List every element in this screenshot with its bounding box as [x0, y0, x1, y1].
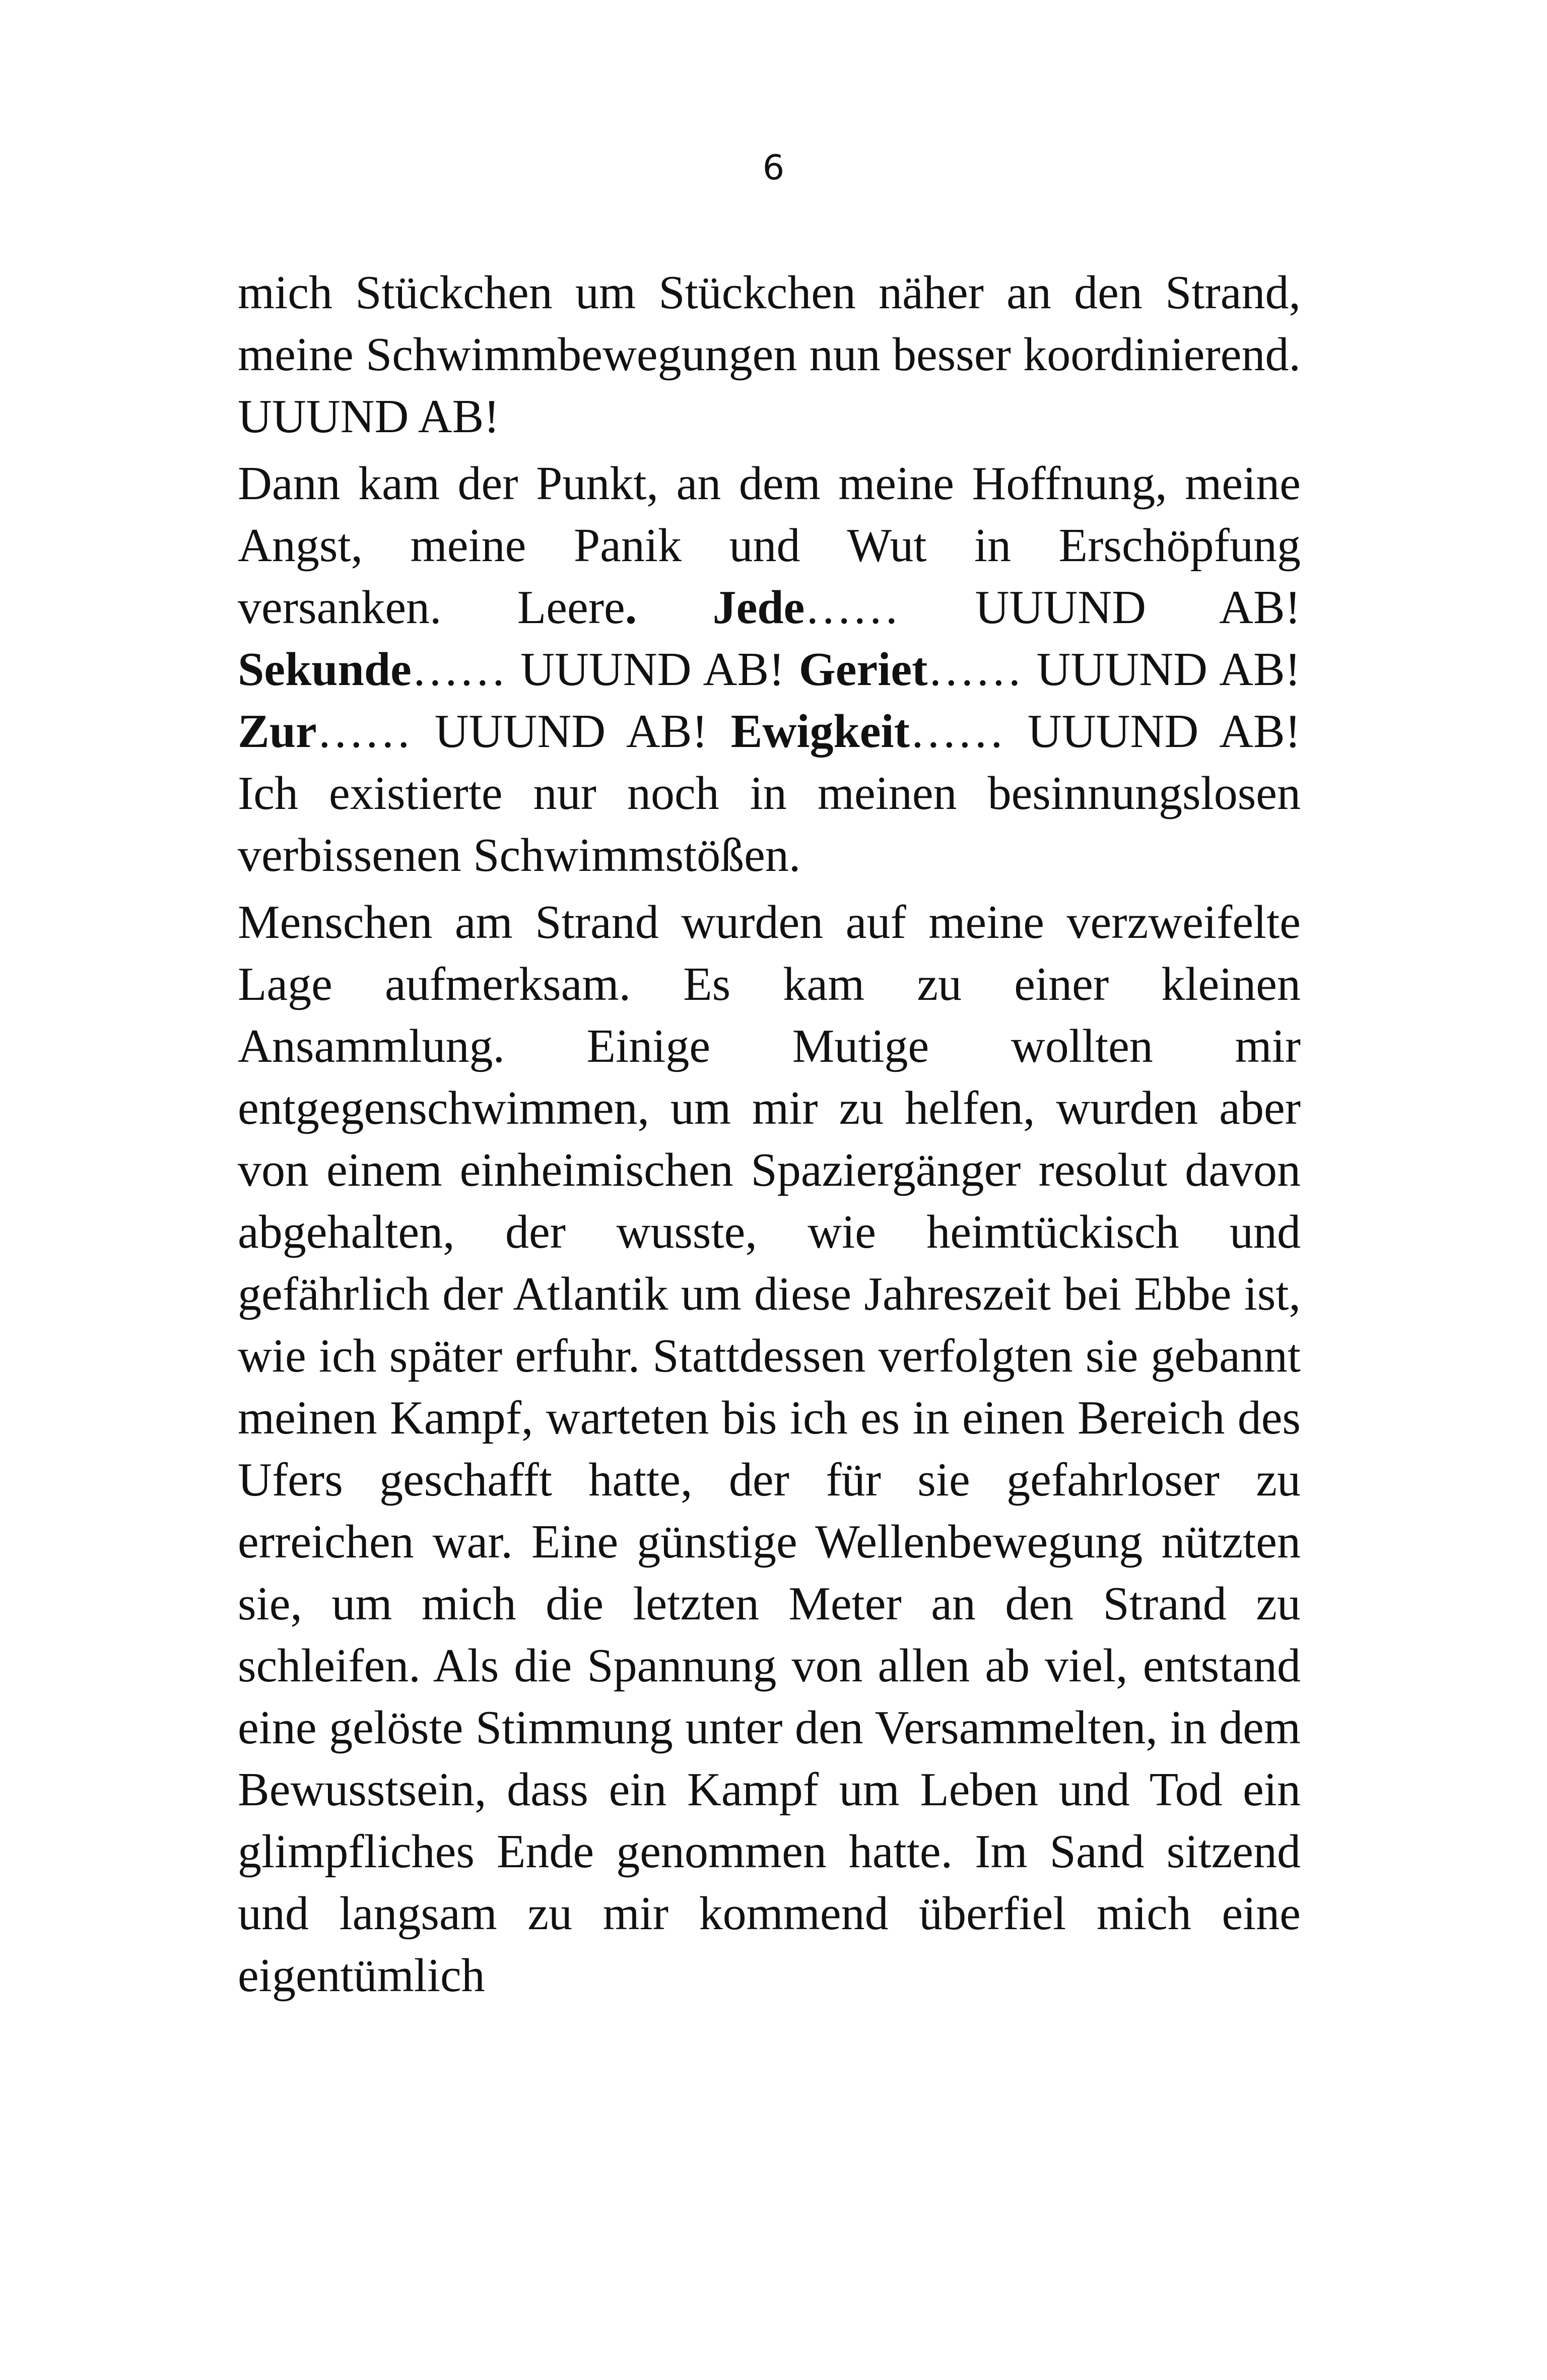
text-run: …… UUUND AB! — [316, 705, 731, 758]
body-text — [238, 262, 1301, 2007]
text-run: …… UUUND AB! — [927, 643, 1301, 696]
paragraph-1: mich Stückchen um Stückchen näher an den Strand, meine Schwimmbewegungen nun besser koordinierend. UUUND AB! — [238, 266, 1301, 443]
paragraph-3: Menschen am Strand wurden auf meine verzweifelte Lage aufmerksam. Es kam zu einer kleinen Ansammlung. Einige Mutige wollten mir entgegenschwimmen, um mir zu helfen, wurden aber von einem einheimischen Spaziergänger resolut davon abgehalten, der wusste, wie heimtückisch und gefährlich der Atlantik um diese Jahreszeit bei Ebbe ist, wie ich später erfuhr. Stattdessen verfolgten sie gebannt meinen Kampf, warteten bis ich es in einen Bereich des Ufers geschafft hatte, der für sie gefahrloser zu erreichen war. Eine günstige Wellenbewegung nützten sie, um mich die letzten Meter an den Strand zu schleifen. Als die Spannung von allen ab viel, entstand eine gelöste Stimmung unter den Versammelten, in dem Bewusstsein, dass ein Kampf um Leben und Tod ein glimpfliches Ende genommen hatte. Im Sand sitzend und langsam zu mir kommend überfiel mich eine eigentümlich — [238, 896, 1301, 2002]
page-number: 6 — [762, 148, 785, 188]
bold-run: Jede — [712, 581, 805, 634]
text-run: …… UUUND AB! — [411, 643, 799, 696]
bold-run: Zur — [238, 705, 317, 758]
bold-run: Geriet — [798, 643, 928, 696]
paragraph-2 — [238, 453, 1301, 887]
text-run: …… UUUND AB! Ich existierte nur noch in meinen besinnungslosen verbissenen Schwimmstößen. — [238, 705, 1301, 881]
text-run: Dann kam der Punkt, an dem meine Hoffnung, meine Angst, meine Panik und Wut in Erschöpfung versanken. Leere — [238, 457, 1301, 634]
text-run — [637, 581, 712, 634]
bold-run: . — [625, 581, 637, 634]
bold-run: Ewigkeit — [730, 705, 910, 758]
bold-run: Sekunde — [238, 643, 412, 696]
text-run: …… UUUND AB! — [804, 581, 1301, 634]
